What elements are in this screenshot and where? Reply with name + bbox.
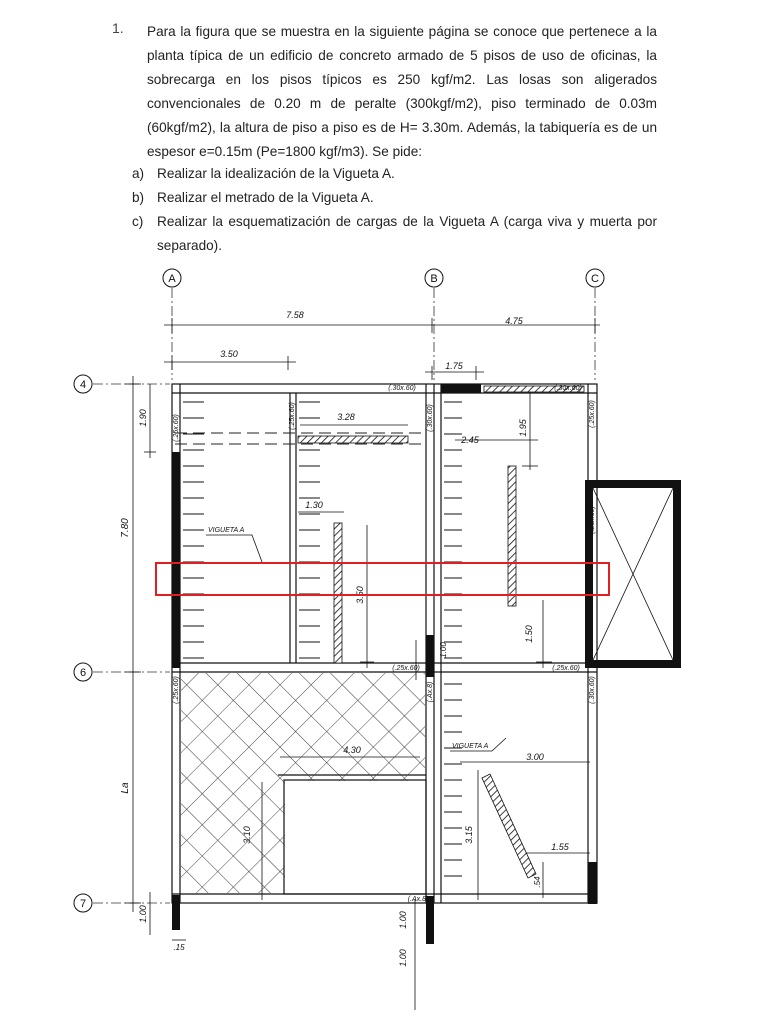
beam-label: (.25x.60) [289,402,296,430]
dim-3-15: 3.15 [464,826,474,844]
dim-La: La [120,782,131,794]
axis-label-4: 4 [79,379,87,391]
axis-label-B: B [430,273,438,285]
dim-1-00-column: 1.00 [439,642,448,658]
vigueta-a-highlight [156,563,609,595]
dim-3-28: 3.28 [337,412,355,422]
vigueta-a-label: VIGUETA A [208,527,245,534]
beam-label: (.25x.60) [392,665,420,672]
beam-label: (.25x.60) [173,676,180,704]
axis-label-C: C [591,273,599,285]
dimension-lines [125,318,600,1010]
elevator-shaft [589,484,677,664]
question-text: Realizar el metrado de la Vigueta A. [157,190,374,205]
dim-1-30: 1.30 [305,500,323,510]
question-text: Realizar la esquematización de cargas de la Vigueta A (carga viva y muerta por separado). [157,214,657,253]
dim-7-80: 7.80 [120,518,131,538]
beam-label: (.25x.60) [589,506,596,534]
dim-1-50: 1.50 [524,625,534,643]
dim-1-90: 1.90 [138,409,148,427]
question-label: a) [132,166,145,181]
dim-054: .54 [533,876,542,888]
dim-1-00-bottom-left: 1.00 [138,905,148,923]
dim-4-75: 4.75 [505,316,523,326]
question-label: b) [132,190,145,205]
dim-3-50-vertical: 3.50 [355,586,365,604]
axis-label-A: A [168,273,176,285]
dim-1-00-bottom-b: 1.00 [398,949,408,967]
problem-number: 1. [112,20,124,36]
problem-paragraph: Para la figura que se muestra en la siguiente página se conoce que pertenece a la planta típica de un edificio de concreto armado de 5 pisos de uso de oficinas, la sobrecarga en los pisos típicos es 250 kgf/m2. Las losas son aligerados convencionales de 0.20 m de peralte (300kgf/m2), piso terminado de 0.03m (60kgf/m2), la altura de piso a piso es de H= 3.30m. Además, la tabiquería es de un espesor e=0.15m (Pe=1800 kgf/m3). Se pide: [147,24,657,159]
beam-label: (.30x.60) [388,385,416,392]
dim-7-58: 7.58 [286,310,304,320]
dim-015: .15 [173,943,185,952]
dim-1-95: 1.95 [518,419,528,437]
dim-3-50: 3.50 [220,349,238,359]
beam-label: (.25x.60) [173,414,180,442]
dim-1-00-bottom-a: 1.00 [398,911,408,929]
vigueta-a-label: VIGUETA A [452,743,489,750]
dim-1-75: 1.75 [445,361,463,371]
beam-label: (.30x.60) [554,385,582,392]
question-label: c) [132,214,144,229]
slab-opening [285,781,425,893]
beam-label: (.30x.60) [589,676,596,704]
beam-label: (.Ax.8) [407,896,429,903]
beam-label: (.25x.60) [589,400,596,428]
beam-label: (.30x.60) [427,404,434,432]
dim-2-45: 2.45 [461,435,479,445]
dim-1-55: 1.55 [551,842,569,852]
vigueta-a-leader [206,535,262,562]
axis-label-6: 6 [79,667,87,679]
question-text: Realizar la idealización de la Vigueta A. [157,166,395,181]
axis-label-7: 7 [79,898,87,910]
beam-label: (.Ax.8) [427,681,434,703]
beam-label: (.25x.60) [552,665,580,672]
dim-3-00: 3.00 [526,752,544,762]
